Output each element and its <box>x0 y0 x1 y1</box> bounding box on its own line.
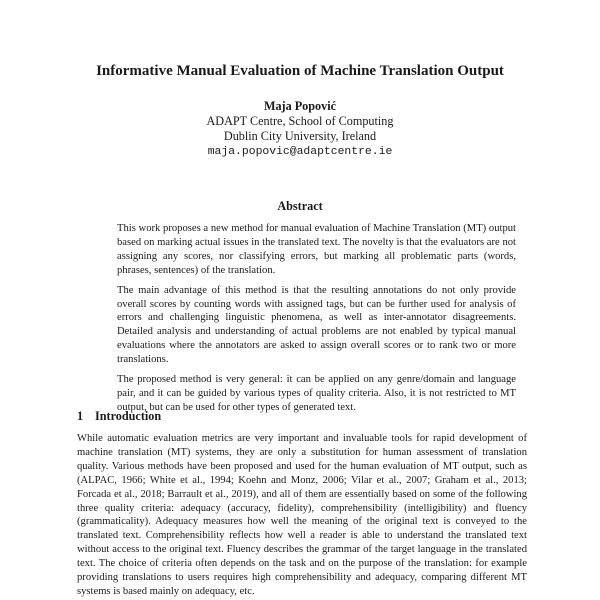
introduction-paragraph-1: While automatic evaluation metrics are very important and invaluable tools for rapid development of machine translation (MT) systems, they are only a substitution for human assessment of translation quality. Various methods have been proposed and used for the human evaluation of MT output, such as (ALPAC, 1966; White et al., 1994; Koehn and Monz, 2006; Vilar et al., 2007; Graham et al., 2013; Forcada et al., 2018; Barrault et al., 2019), and all of them are essentially based on some of the following three quality criteria: adequacy (accuracy, fidelity), comprehensibility (intelligibility) and fluency (grammaticality). Adequacy measures how well the meaning of the original text is conveyed to the translated text. Comprehensibility reflects how well a reader is able to understand the translated text without access to the original text. Fluency describes the grammar of the target language in the translated text. The choice of criteria often depends on the task and on the purpose of the translation: for example providing translations to users requires high comprehensibility and adequacy, comparing different MT systems is based mainly on adequacy, etc. <box>77 433 527 597</box>
abstract-paragraph-1: This work proposes a new method for manual evaluation of Machine Translation (MT) output based on marking actual issues in the translated text. The novelty is that the evaluators are not assigning any scores, nor classifying errors, but marking all problematic parts (words, phrases, sentences) of the translation. <box>117 223 516 276</box>
author-affiliation-2: Dublin City University, Ireland <box>223 129 377 144</box>
section-heading-introduction <box>77 409 527 424</box>
author-name: Maja Popović <box>263 99 337 113</box>
abstract-heading: Abstract <box>277 199 323 213</box>
section-title: Introduction <box>95 409 162 423</box>
introduction-body <box>77 432 527 599</box>
author-email: maja.popovic@adaptcentre.ie <box>207 145 393 158</box>
paper-title: Informative Manual Evaluation of Machine Translation Output <box>96 63 504 79</box>
author-affiliation-1: ADAPT Centre, School of Computing <box>206 114 394 129</box>
abstract-paragraph-2: The main advantage of this method is that the resulting annotations do not only provide overall scores by counting words with assigned tags, but can be further used for analysis of errors and challenging linguistic phenomena, as well as inter-annotator disagreements. Detailed analysis and understanding of actual problems are not enabled by typical manual evaluations where the annotators are asked to assign overall scores or to rank two or more translations. <box>117 284 516 366</box>
abstract-body <box>117 222 516 421</box>
section-number: 1 <box>77 409 84 423</box>
abstract-paragraph-3: The proposed method is very general: it can be applied on any genre/domain and language pair, and it can be guided by various types of quality criteria. Also, it is not restricted to MT output, but can be used for other types of generated text. <box>117 374 516 413</box>
author-block <box>40 99 560 160</box>
